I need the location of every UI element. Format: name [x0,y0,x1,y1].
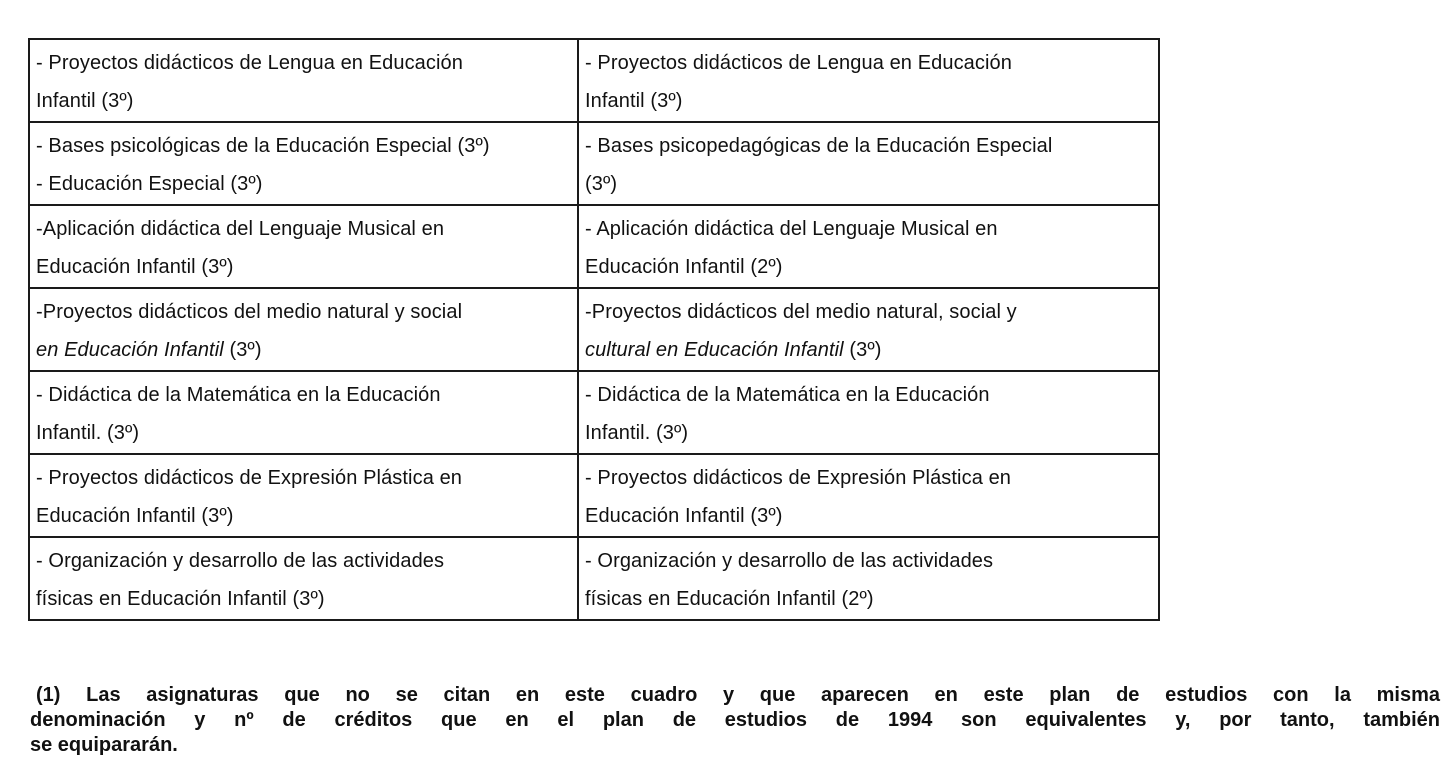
cell-text-line: - Bases psicológicas de la Educación Especial (3º) [36,135,490,157]
cell-text-credit: (3º) [843,339,882,361]
cell-text-line: - Proyectos didácticos de Lengua en Educación [585,52,1012,74]
cell-text-line: Infantil (3º) [36,90,134,112]
table-row [29,122,1159,205]
table-cell-old-plan [29,288,578,371]
cell-text-line: Educación Infantil (2º) [585,256,783,278]
cell-text-line: - Didáctica de la Matemática en la Educación [585,384,990,406]
cell-text-line: - Organización y desarrollo de las actividades [585,550,994,572]
table-cell-old-plan [29,454,578,537]
cell-text-line [585,331,1152,369]
cell-text-line: Infantil. (3º) [585,422,689,444]
cell-text-italic: cultural en Educación Infantil [585,339,844,361]
cell-text-line: físicas en Educación Infantil (3º) [36,588,325,610]
table-cell-old-plan [29,205,578,288]
table-cell-new-plan [578,205,1159,288]
cell-text-line: Infantil (3º) [585,90,683,112]
cell-text-line: (3º) [585,173,618,195]
cell-text-line: -Proyectos didácticos del medio natural y social [36,301,463,323]
table-row [29,39,1159,122]
table-cell-new-plan [578,39,1159,122]
cell-text-line: físicas en Educación Infantil (2º) [585,588,874,610]
table-row [29,454,1159,537]
cell-text-credit: (3º) [223,339,262,361]
cell-text-line [36,331,571,369]
cell-text-line: Infantil. (3º) [36,422,140,444]
table-cell-new-plan [578,371,1159,454]
cell-text-line: - Didáctica de la Matemática en la Educación [36,384,441,406]
table-cell-old-plan [29,122,578,205]
cell-text-line: - Bases psicopedagógicas de la Educación Especial [585,135,1053,157]
cell-text-line: - Proyectos didácticos de Expresión Plástica en [36,467,463,489]
footnote-line: se equipararán. [30,734,178,756]
table-cell-new-plan [578,288,1159,371]
footnote-line: (1) Las asignaturas que no se citan en este cuadro y que aparecen en este plan de estudios con la misma [36,684,1440,706]
equivalence-table [28,38,1160,621]
footnote-line: denominación y nº de créditos que en el plan de estudios de 1994 son equivalentes y, por tanto, también [30,709,1440,731]
footnote [30,683,1440,758]
table-cell-new-plan [578,537,1159,620]
cell-text-italic: en Educación Infantil [36,339,224,361]
table-row [29,371,1159,454]
table-row [29,205,1159,288]
cell-text-line: - Organización y desarrollo de las actividades [36,550,445,572]
cell-text-line: Educación Infantil (3º) [36,505,234,527]
cell-text-line: - Aplicación didáctica del Lenguaje Musical en [585,218,998,240]
table-row [29,537,1159,620]
table-cell-new-plan [578,454,1159,537]
cell-text-line: - Educación Especial (3º) [36,173,263,195]
table-row [29,288,1159,371]
cell-text-line: -Aplicación didáctica del Lenguaje Musical en [36,218,445,240]
cell-text-line: Educación Infantil (3º) [36,256,234,278]
cell-text-line: -Proyectos didácticos del medio natural, social y [585,301,1017,323]
table-cell-new-plan [578,122,1159,205]
table-cell-old-plan [29,39,578,122]
cell-text-line: - Proyectos didácticos de Expresión Plástica en [585,467,1012,489]
table-cell-old-plan [29,537,578,620]
table-cell-old-plan [29,371,578,454]
cell-text-line: Educación Infantil (3º) [585,505,783,527]
cell-text-line: - Proyectos didácticos de Lengua en Educación [36,52,463,74]
